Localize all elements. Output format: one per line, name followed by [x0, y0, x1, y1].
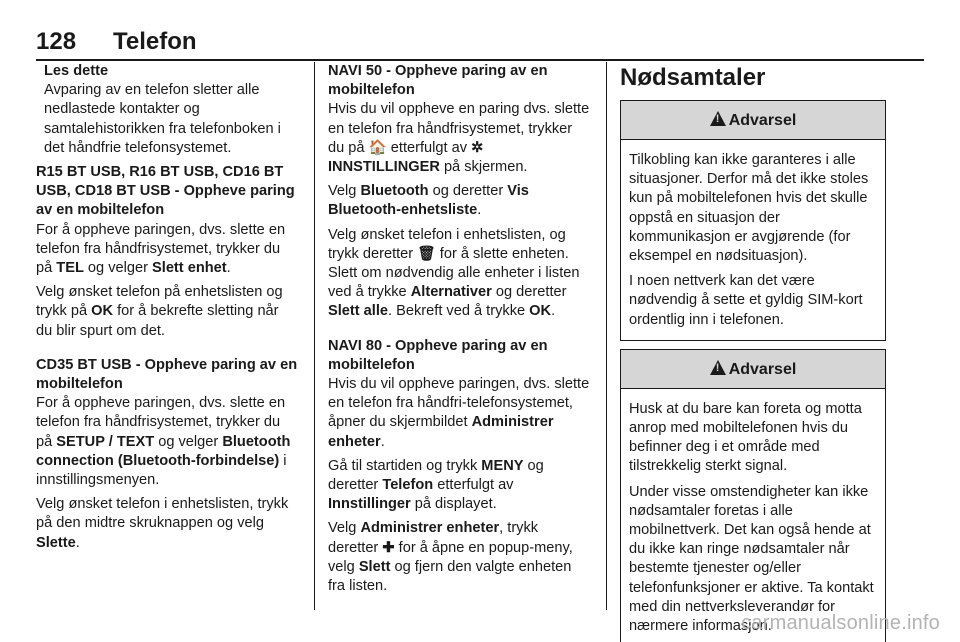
section-title-emergency: Nødsamtaler: [620, 64, 766, 91]
warning-2-para-1: Husk at du bare kan foreta og motta anrop med mobiltelefonen hvis du befinner deg i et område med tilstrekkelig sterkt signal.: [629, 400, 862, 475]
section-title-r15: R15 BT USB, R16 BT USB, CD16 BT USB, CD18 BT USB - Oppheve paring av en mobiltelefon: [36, 164, 295, 219]
warning-header-1: !Advarsel: [621, 101, 885, 140]
column-1: [36, 62, 298, 558]
trash-icon: 🗑: [417, 245, 436, 262]
section-navi80-para-3: Velg Administrer enheter, trykk deretter ✚ for å åpne en popup-meny, velg Slett og fjern den valgte enheten fra listen.: [328, 520, 573, 595]
section-cd35-para-2: Velg ønsket telefon i enhetslisten, trykk på den midtre skruknappen og velg Slette.: [36, 496, 289, 551]
note-title: Les dette: [44, 63, 109, 79]
column-divider-1: [314, 62, 315, 610]
section-title-navi50: NAVI 50 - Oppheve paring av en mobiltelefon: [328, 63, 548, 99]
settings-gear-icon: ✲: [471, 139, 484, 156]
section-navi50-para-3: Velg ønsket telefon i enhetslisten, og trykk deretter 🗑 for å slette enheten. Slett om nødvendig alle enheter i listen ved å trykke Alternativer og deretter Slett alle. Bekreft ved å trykke OK.: [328, 226, 580, 320]
warning-1-para-2: I noen nettverk kan det være nødvendig å sette et gyldig SIM-kort ordentlig inn i telefonen.: [629, 273, 863, 328]
section-title-cd35: CD35 BT USB - Oppheve paring av en mobiltelefon: [36, 356, 298, 393]
chapter-title: Telefon: [113, 28, 197, 55]
section-navi50-para-1: Hvis du vil oppheve en paring dvs. slette en telefon fra håndfrisystemet, trykker du på 🏠 etterfulgt av ✲INNSTILLINGER på skjermen.: [328, 101, 590, 176]
section-cd35-para-1: For å oppheve paringen, dvs. slette en telefon fra håndfrisystemet, trykker du på SETUP / TEXT og velger Bluetooth connection (Bluetooth-forbindelse) i innstillingsmenyen.: [36, 395, 291, 489]
column-divider-2: [606, 62, 607, 610]
column-3: [620, 62, 886, 642]
header-rule: [36, 59, 924, 61]
warning-1-para-1: Tilkobling kan ikke garanteres i alle situasjoner. Derfor må det ikke stoles kun på mobiltelefonen hvis det skulle oppstå en situasjon der kommunikasjon er avgjørende (for eksempel en nødsituasjon).: [629, 152, 869, 265]
plus-icon: ✚: [382, 539, 395, 556]
warning-triangle-icon: [710, 360, 726, 375]
section-title-navi80: NAVI 80 - Oppheve paring av en mobiltelefon: [328, 337, 548, 373]
page-number: 128: [36, 28, 77, 55]
section-r15-para-2: Velg ønsket telefon på enhetslisten og trykk på OK for å bekrefte sletting når du blir spurt om det.: [36, 284, 283, 339]
column-2: [328, 62, 590, 601]
warning-2-para-2: Under visse omstendigheter kan ikke nødsamtaler foretas i alle mobilnettverk. Det kan også hende at du ikke kan ringe nødsamtaler når bestemte tjenester og/eller telefonfunksjoner er aktive. Ta kontakt med din nettverksleverandør for nærmere informasjon.: [629, 483, 874, 635]
section-navi50-para-2: Velg Bluetooth og deretter Vis Bluetooth-enhetsliste.: [328, 183, 529, 219]
warning-box-2: [620, 349, 886, 642]
section-r15-para-1: For å oppheve paringen, dvs. slette en telefon fra håndfrisystemet, trykker du på TEL og velger Slett enhet.: [36, 221, 286, 277]
page-header: [36, 20, 924, 60]
warning-triangle-icon: [710, 111, 726, 126]
warning-header-2: !Advarsel: [621, 350, 885, 389]
section-navi80-para-1: Hvis du vil oppheve paringen, dvs. slette en telefon fra håndfri-telefonsystemet, åpner du skjermbildet Administrer enheter.: [328, 376, 590, 450]
section-navi80-para-2: Gå til startiden og trykk MENY og deretter Telefon etterfulgt av Innstillinger på displayet.: [328, 457, 544, 513]
warning-box-1: [620, 100, 886, 341]
note-body: Avparing av en telefon sletter alle nedlastede kontakter og samtalehistorikken fra telefonboken i det håndfrie telefonsystemet.: [44, 82, 281, 156]
warning-body-1: [621, 140, 885, 340]
warning-body-2: [621, 389, 885, 642]
home-icon: 🏠: [368, 139, 387, 156]
note-block: [36, 62, 298, 158]
site-watermark: carmanualsonline.info: [741, 612, 940, 634]
